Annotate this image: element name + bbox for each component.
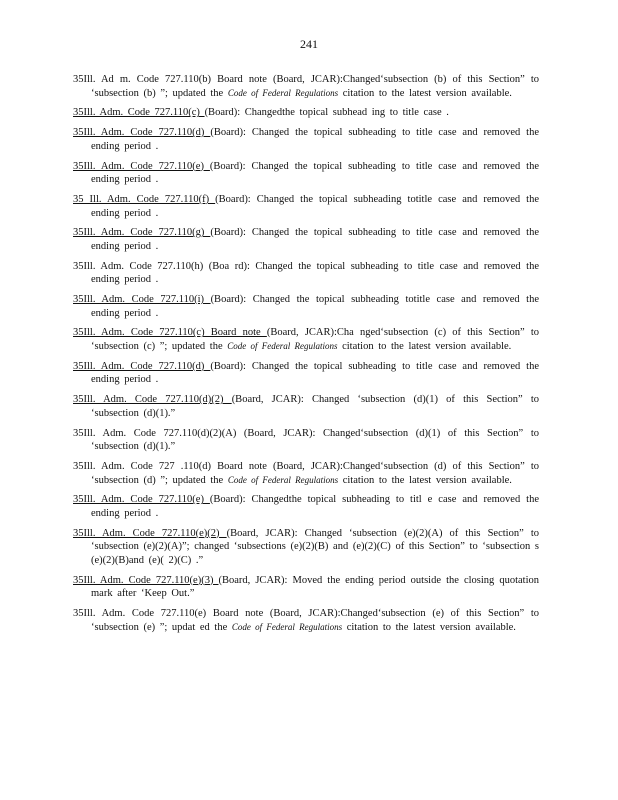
cfr-title: Code of Federal Regulations xyxy=(227,87,339,98)
change-entry xyxy=(73,226,539,253)
citation-reference: 35Ill. Adm. Code 727.110(d)(2) xyxy=(73,394,232,406)
entry-text: citation to the latest version available. xyxy=(342,621,516,633)
entry-text: citation to the latest version available. xyxy=(338,474,512,486)
citation-reference: 35Ill. Adm. Code 727.110(c) xyxy=(73,107,205,119)
change-entry xyxy=(73,326,539,353)
citation-reference: 35Ill. Adm. Code 727.110(d) xyxy=(73,360,211,372)
cfr-title: Code of Federal Regulations xyxy=(231,621,343,632)
entry-text: 35Ill. Adm. Code 727.110(h) (Boa rd): Changed the topical subheading to title case and removed the ending period . xyxy=(73,260,539,286)
entry-text: (Board): Changedthe topical subhead ing to title case . xyxy=(204,107,449,119)
citation-reference: 35Ill. Adm. Code 727.110(e)(2) xyxy=(73,527,227,539)
citation-reference: 35Ill. Adm. Code 727.110(e)(3) xyxy=(73,574,219,586)
change-entry xyxy=(73,293,539,320)
entry-text: (Board): Changed the topical subheading to title case and removed the ending period . xyxy=(91,127,539,152)
citation-reference: 35Ill. Adm. Code 727.110(d) xyxy=(73,127,211,139)
change-entry xyxy=(73,527,539,568)
change-log-list xyxy=(73,73,539,640)
entry-text: (Board): Changed the topical subheading to title case and removed the ending period . xyxy=(91,227,539,252)
entry-text: (Board): Changedthe topical subheading to titl e case and removed the ending period . xyxy=(91,494,539,519)
change-entry xyxy=(73,360,539,387)
entry-text: 35Ill. Adm. Code 727.110(e) Board note (Board, JCAR):Changed‘subsection (e) of this Section” to ‘subsection (e) ”; updat ed the xyxy=(73,608,539,633)
citation-reference: 35Ill. Adm. Code 727.110(c) Board note xyxy=(73,327,267,339)
change-entry xyxy=(73,73,539,100)
entry-text: (Board, JCAR):Cha nged‘subsection (c) of this Section” to ‘subsection (c) ”; updated the xyxy=(91,327,540,352)
entry-text: citation to the latest version available. xyxy=(337,341,512,352)
entry-text: 35Ill. Ad m. Code 727.110(b) Board note (Board, JCAR):Changed‘subsection (b) of this Section” to ‘subsection (b) ”; updated the xyxy=(73,74,539,99)
citation-reference: 35 Ill. Adm. Code 727.110(f) xyxy=(73,193,216,205)
entry-text: (Board): Changed the topical subheading to title case and removed the ending period . xyxy=(91,160,539,186)
entry-text: 35Ill. Adm. Code 727.110(d)(2)(A) (Board, JCAR): Changed‘subsection (d)(1) of this Section” to ‘subsection (d)(1).” xyxy=(73,427,539,453)
change-entry xyxy=(73,193,539,220)
entry-text: (Board, JCAR): Moved the ending period outside the closing quotation mark after ‘Keep Out.” xyxy=(91,574,539,600)
entry-text: citation to the latest version available. xyxy=(338,87,512,99)
citation-reference: 35Ill. Adm. Code 727.110(e) xyxy=(73,160,210,172)
change-entry xyxy=(73,160,539,187)
entry-text: 35Ill. Adm. Code 727 .110(d) Board note (Board, JCAR):Changed‘subsection (d) of this Section” to ‘subsection (d) ”; updated the xyxy=(73,460,539,486)
entry-text: (Board, JCAR): Changed ‘subsection (d)(1) of this Section” to ‘subsection (d)(1).” xyxy=(91,394,540,419)
cfr-title: Code of Federal Regulations xyxy=(227,474,339,485)
page-number: 241 xyxy=(300,37,318,51)
change-entry xyxy=(73,427,539,454)
change-entry xyxy=(73,393,539,420)
change-entry xyxy=(73,460,539,487)
cfr-title: Code of Federal Regulations xyxy=(227,341,338,351)
change-entry xyxy=(73,574,539,601)
change-entry xyxy=(73,106,539,120)
change-entry xyxy=(73,493,539,520)
entry-text: (Board): Changed the topical subheading totitle case and removed the ending period . xyxy=(91,193,540,219)
entry-text: (Board, JCAR): Changed ‘subsection (e)(2)(A) of this Section” to ‘subsection (e)(2)(A)”; changed ‘subsections (e)(2)(B) and (e)(2)(C) of this Section” to ‘subsection s (e)(2)(B)and (e)( 2)(C) .” xyxy=(91,527,539,566)
entry-text: (Board): Changed the topical subheading totitle case and removed the ending period . xyxy=(91,294,540,319)
entry-text: (Board): Changed the topical subheading to title case and removed the ending period . xyxy=(91,360,539,386)
citation-reference: 35Ill. Adm. Code 727.110(i) xyxy=(73,294,211,306)
change-entry xyxy=(73,126,539,153)
change-entry xyxy=(73,607,539,634)
change-entry xyxy=(73,260,539,287)
citation-reference: 35Ill. Adm. Code 727.110(e) xyxy=(73,494,210,506)
citation-reference: 35Ill. Adm. Code 727.110(g) xyxy=(73,227,211,239)
